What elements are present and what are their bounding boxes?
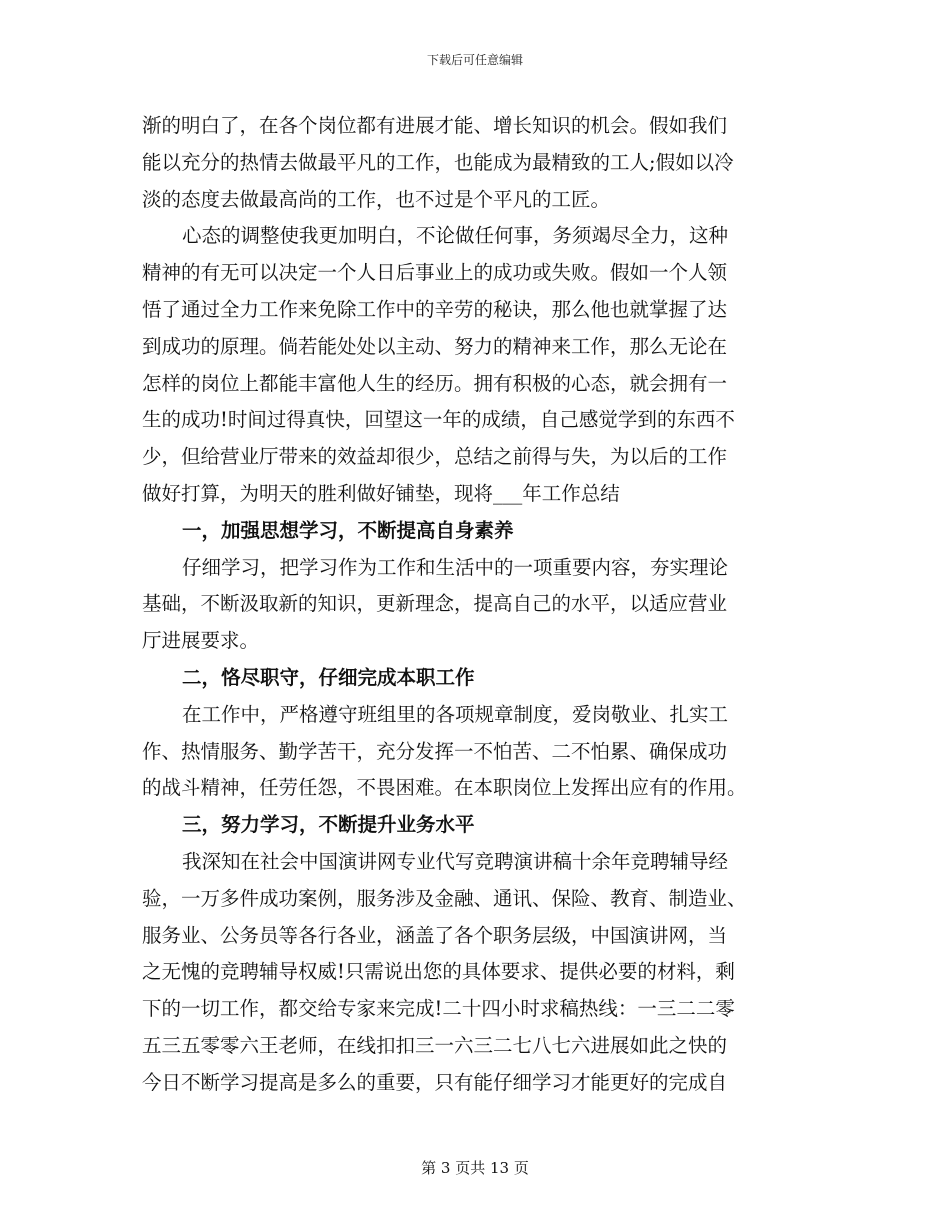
text-line: 怎样的岗位上都能丰富他人生的经历。拥有积极的心态，就会拥有一 (142, 371, 728, 395)
text-line: 仔细学习，把学习作为工作和生活中的一项重要内容，夯实理论 (182, 555, 729, 579)
page-header: 下载后可任意编辑 (426, 53, 523, 67)
text-line: 少，但给营业厅带来的效益却很少，总结之前得与失，为以后的工作 (142, 445, 728, 469)
text-line: 渐的明白了，在各个岗位都有进展才能、增长知识的机会。假如我们 (142, 114, 728, 137)
text-line: 在工作中，严格遵守班组里的各项规章制度，爱岗敬业、扎实工 (182, 702, 729, 726)
text-line: 验，一万多件成功案例，服务涉及金融、通讯、保险、教育、制造业、 (142, 886, 747, 910)
text-line: 我深知在社会中国演讲网专业代写竞聘演讲稿十余年竞聘辅导经 (182, 849, 729, 873)
text-line: 能以充分的热情去做最平凡的工作，也能成为最精致的工人;假如以冷 (142, 150, 734, 174)
text-line: 五三五零零六王老师，在线扣扣三一六三二七八七六进展如此之快的 (142, 1033, 728, 1057)
text-line: 悟了通过全力工作来免除工作中的辛劳的秘诀，那么他也就掌握了达 (142, 297, 728, 321)
document-body (142, 108, 814, 1102)
text-line: 厅进展要求。 (142, 629, 260, 653)
text-line: 心态的调整使我更加明白，不论做任何事，务须竭尽全力，这种 (182, 224, 729, 248)
text-line: 生的成功!时间过得真快，回望这一年的成绩，自己感觉学到的东西不 (142, 408, 735, 432)
text-line: 作、热情服务、勤学苦干，充分发挥一不怕苦、二不怕累、确保成功 (142, 739, 728, 763)
section-heading: 一，加强思想学习，不断提高自身素养 (182, 518, 514, 542)
text-line: 之无愧的竞聘辅导权威!只需说出您的具体要求、提供必要的材料，剩 (142, 960, 735, 984)
text-line: 精神的有无可以决定一个人日后事业上的成功或失败。假如一个人领 (142, 261, 728, 285)
text-line: 服务业、公务员等各行各业，涵盖了各个职务层级，中国演讲网，当 (142, 923, 728, 947)
section-heading: 三，努力学习，不断提升业务水平 (182, 813, 475, 837)
text-line: 下的一切工作，都交给专家来完成!二十四小时求稿热线：一三二二零 (142, 997, 735, 1021)
text-line: 淡的态度去做最高尚的工作，也不过是个平凡的工匠。 (142, 187, 611, 211)
text-line: 今日不断学习提高是多么的重要，只有能仔细学习才能更好的完成自 (142, 1070, 728, 1094)
text-line: 基础，不断汲取新的知识，更新理念，提高自己的水平，以适应营业 (142, 592, 728, 616)
text-line: 的战斗精神，任劳任怨，不畏困难。在本职岗位上发挥出应有的作用。 (142, 776, 747, 800)
text-line: 做好打算，为明天的胜利做好铺垫，现将___年工作总结 (142, 481, 620, 505)
page-footer: 第 3 页共 13 页 (421, 1159, 529, 1177)
text-line: 到成功的原理。倘若能处处以主动、努力的精神来工作，那么无论在 (142, 334, 728, 358)
section-heading: 二，恪尽职守，仔细完成本职工作 (182, 665, 475, 689)
